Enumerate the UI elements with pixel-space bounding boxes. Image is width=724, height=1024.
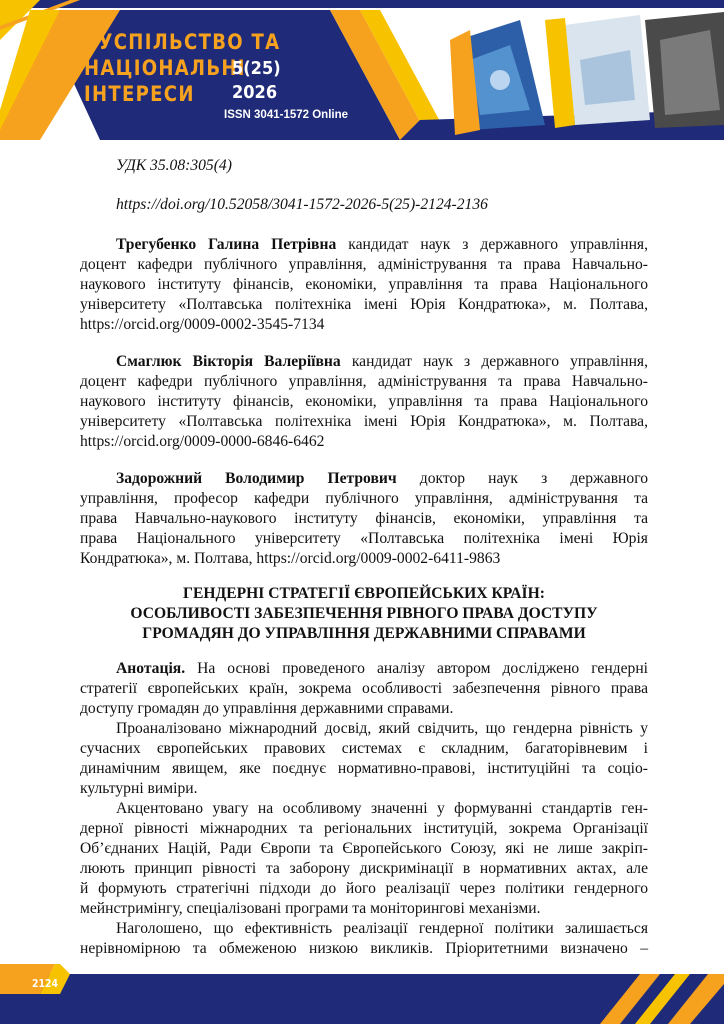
author-text: доктор наук з державного	[396, 470, 649, 487]
page-number: 2124	[32, 977, 59, 990]
abstract-text: Об’єднаних Націй, Ради Європи та Європейського Союзу, які не лише закріп-	[80, 840, 648, 857]
abstract-text: дерної рівності міжнародних та регіональних інституцій, зокрема Організації	[80, 820, 648, 837]
journal-title-line-2: НАЦІОНАЛЬНІ	[84, 56, 246, 80]
author-text: Кондратюка», м. Полтава, https://orcid.org/0009-0002-6411-9863	[80, 550, 501, 567]
abstract-text: люють принцип рівності та заборону дискримінації в нормативних актах, але	[80, 860, 648, 877]
author-text: кандидат наук з державного управління,	[340, 353, 648, 370]
author-text: доцент кафедри публічного управління, адміністрування та права Навчально-	[80, 373, 648, 390]
author-name: Трегубенко Галина Петрівна	[116, 236, 337, 253]
author-text: права Національного університету «Полтавська політехніка імені Юрія	[80, 530, 648, 547]
abstract-text: стратегії європейських країн, зокрема особливості забезпечення рівного права	[80, 680, 648, 697]
author-text: управління, професор кафедри публічного управління, адміністрування та	[80, 490, 648, 507]
author-text: університету «Полтавська політехніка імені Юрія Кондратюка», м. Полтава,	[80, 296, 648, 313]
author-text: кандидат наук з державного управління,	[336, 236, 648, 253]
abstract-text: й формують стратегічні підходи до його реалізації через політики гендерного	[80, 880, 648, 897]
doi-link[interactable]: https://doi.org/10.52058/3041-1572-2026-5(25)-2124-2136	[116, 196, 488, 213]
journal-title-line-1: СУСПІЛЬСТВО ТА	[84, 30, 281, 54]
author-text: наукового інституту фінансів, економіки, управління та права Національного	[80, 276, 648, 293]
abstract-text: мейнстримінгу, спеціалізовані програми та моніторингові механізми.	[80, 900, 541, 917]
author-name: Смаглюк Вікторія Валеріївна	[116, 353, 341, 370]
article-title-line: ОСОБЛИВОСТІ ЗАБЕЗПЕЧЕННЯ РІВНОГО ПРАВА ДОСТУПУ	[130, 605, 598, 622]
abstract-text: Наголошено, що ефективність реалізації гендерної політики залишається	[116, 920, 648, 937]
abstract-text: нерівномірною та обмеженою низкою викликів. Пріоритетними визначено –	[80, 940, 648, 957]
author-orcid[interactable]: https://orcid.org/0009-0002-3545-7134	[80, 316, 325, 333]
abstract-text: Акцентовано увагу на особливому значенні у формуванні стандартів ген-	[116, 800, 648, 817]
author-text: доцент кафедри публічного управління, адміністрування та права Навчально-	[80, 256, 648, 273]
author-name: Задорожний Володимир Петрович	[116, 470, 397, 487]
abstract-text: доступу громадян до управління державними справами.	[80, 700, 454, 717]
author-text: університету «Полтавська політехніка імені Юрія Кондратюка», м. Полтава,	[80, 413, 648, 430]
udk: УДК 35.08:305(4)	[116, 157, 232, 174]
author-text: наукового інституту фінансів, економіки, управління та права Національного	[80, 393, 648, 410]
article-title-line: ГРОМАДЯН ДО УПРАВЛІННЯ ДЕРЖАВНИМИ СПРАВАМИ	[142, 625, 586, 642]
abstract-text: динамічним явищем, яке поєднує нормативно-правові, інституційні та соціо-	[80, 760, 648, 777]
author-text: права Навчально-наукового інституту фінансів, економіки, управління та	[80, 510, 648, 527]
issue-year: 2026	[232, 82, 278, 103]
issue-number: 5(25)	[232, 58, 281, 79]
author-orcid[interactable]: https://orcid.org/0009-0000-6846-6462	[80, 433, 325, 450]
issn: ISSN 3041-1572 Online	[224, 109, 349, 121]
journal-title-line-3: ІНТЕРЕСИ	[84, 82, 195, 106]
article-title-line: ГЕНДЕРНІ СТРАТЕГІЇ ЄВРОПЕЙСЬКИХ КРАЇН:	[183, 585, 545, 602]
abstract-text: культурні виміри.	[80, 780, 198, 797]
abstract-text: Проаналізовано міжнародний досвід, який свідчить, що гендерна рівність у	[116, 720, 648, 737]
page-footer-banner	[0, 964, 724, 1024]
abstract-label: Анотація.	[116, 660, 186, 677]
abstract-text: сучасних європейських правових системах є складним, багаторівневим і	[80, 740, 648, 757]
abstract-text: На основі проведеного аналізу автором досліджено гендерні	[185, 660, 648, 677]
